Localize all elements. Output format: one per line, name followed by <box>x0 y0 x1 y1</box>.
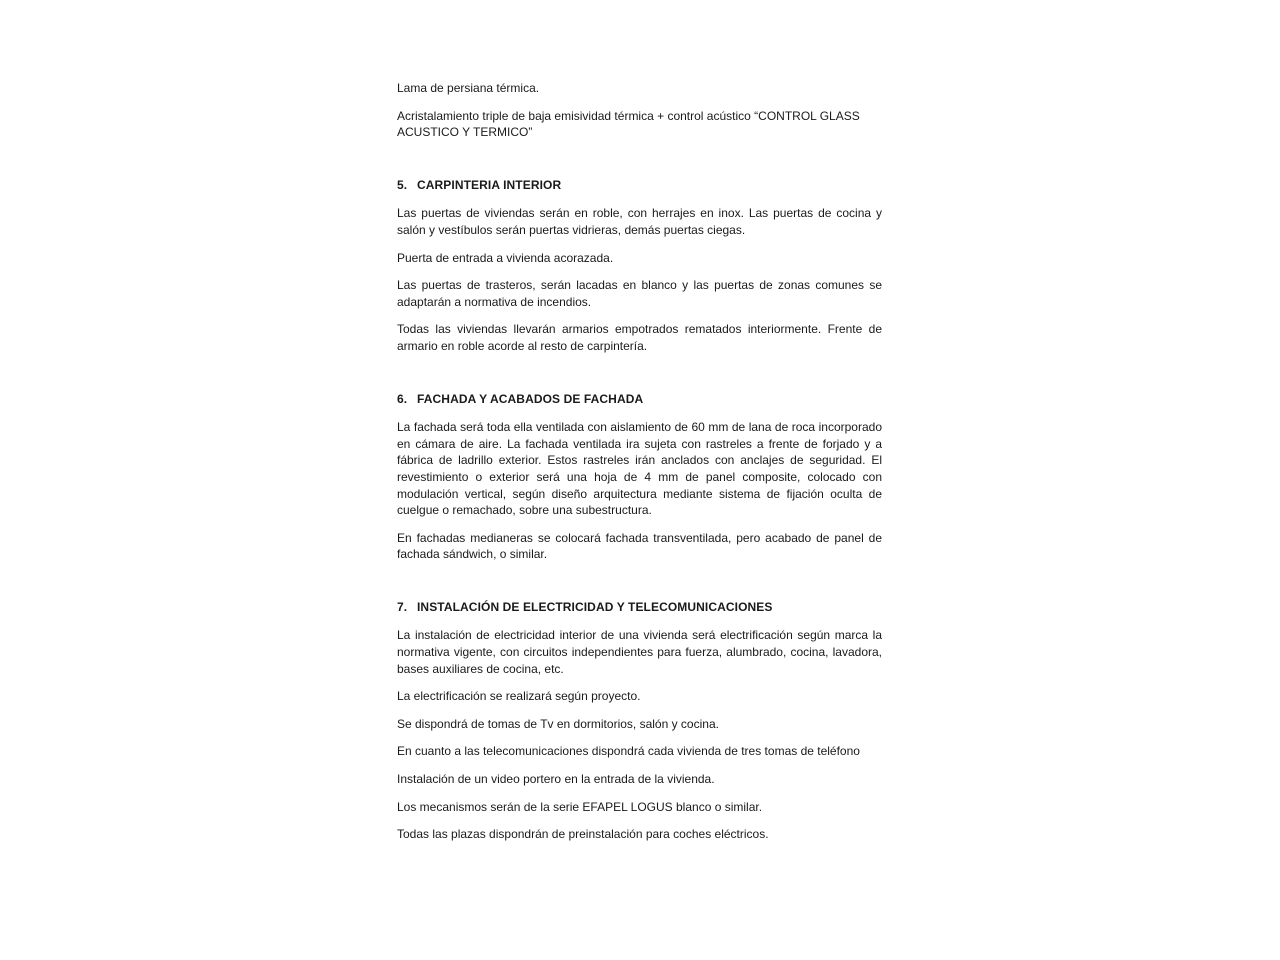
section-number: 7. <box>397 599 408 614</box>
section-title: FACHADA Y ACABADOS DE FACHADA <box>417 391 644 406</box>
section-6-paragraph-2: En fachadas medianeras se colocará fachada transventilada, pero acabado de panel de fachada sándwich, o similar. <box>397 530 882 562</box>
document-page <box>397 80 882 854</box>
section-7-paragraph-1: La instalación de electricidad interior de una vivienda será electrificación según marca la normativa vigente, con circuitos independientes para fuerza, alumbrado, cocina, lavadora, bases auxiliares de cocina, etc. <box>397 628 882 676</box>
section-7-paragraph-4: En cuanto a las telecomunicaciones dispondrá cada vivienda de tres tomas de teléfono <box>397 744 860 759</box>
intro-paragraph-1: Lama de persiana térmica. <box>397 81 540 95</box>
section-7-paragraph-2: La electrificación se realizará según proyecto. <box>397 689 641 704</box>
section-number: 5. <box>397 177 408 192</box>
section-heading-carpinteria-interior <box>397 177 882 194</box>
intro-paragraph-2: Acristalamiento triple de baja emisividad térmica + control acústico “CONTROL GLASS ACUSTICO Y TERMICO” <box>397 108 860 140</box>
section-title: INSTALACIÓN DE ELECTRICIDAD Y TELECOMUNICACIONES <box>417 599 773 614</box>
section-7-paragraph-5: Instalación de un video portero en la entrada de la vivienda. <box>397 772 715 787</box>
section-7-paragraph-6: Los mecanismos serán de la serie EFAPEL LOGUS blanco o similar. <box>397 799 763 814</box>
section-5-paragraph-2: Puerta de entrada a vivienda acorazada. <box>397 250 614 265</box>
section-5-paragraph-3: Las puertas de trasteros, serán lacadas en blanco y las puertas de zonas comunes se adaptarán a normativa de incendios. <box>397 278 882 309</box>
section-heading-fachada <box>397 391 882 408</box>
section-7-paragraph-7: Todas las plazas dispondrán de preinstalación para coches eléctricos. <box>397 827 769 842</box>
section-title: CARPINTERIA INTERIOR <box>417 177 562 192</box>
section-6-paragraph-1: La fachada será toda ella ventilada con aislamiento de 60 mm de lana de roca incorporado en cámara de aire. La fachada ventilada ira sujeta con rastreles a frente de forjado y a fábrica de ladrillo exterior. Estos rastreles irán anclados con anclajes de seguridad. El revestimiento o exterior será una hoja de 4 mm de panel composite, colocado con modulación vertical, según diseño arquitectura mediante sistema de fijación oculta de cuelgue o remachado, sobre una subestructura. <box>397 420 882 518</box>
section-7-paragraph-3: Se dispondrá de tomas de Tv en dormitorios, salón y cocina. <box>397 716 719 731</box>
section-number: 6. <box>397 391 408 406</box>
section-5-paragraph-1: Las puertas de viviendas serán en roble, con herrajes en inox. Las puertas de cocina y salón y vestíbulos serán puertas vidrieras, demás puertas ciegas. <box>397 206 882 237</box>
section-5-paragraph-4: Todas las viviendas llevarán armarios empotrados rematados interiormente. Frente de armario en roble acorde al resto de carpintería. <box>397 322 882 353</box>
section-heading-electricidad-telecomunicaciones <box>397 599 882 616</box>
